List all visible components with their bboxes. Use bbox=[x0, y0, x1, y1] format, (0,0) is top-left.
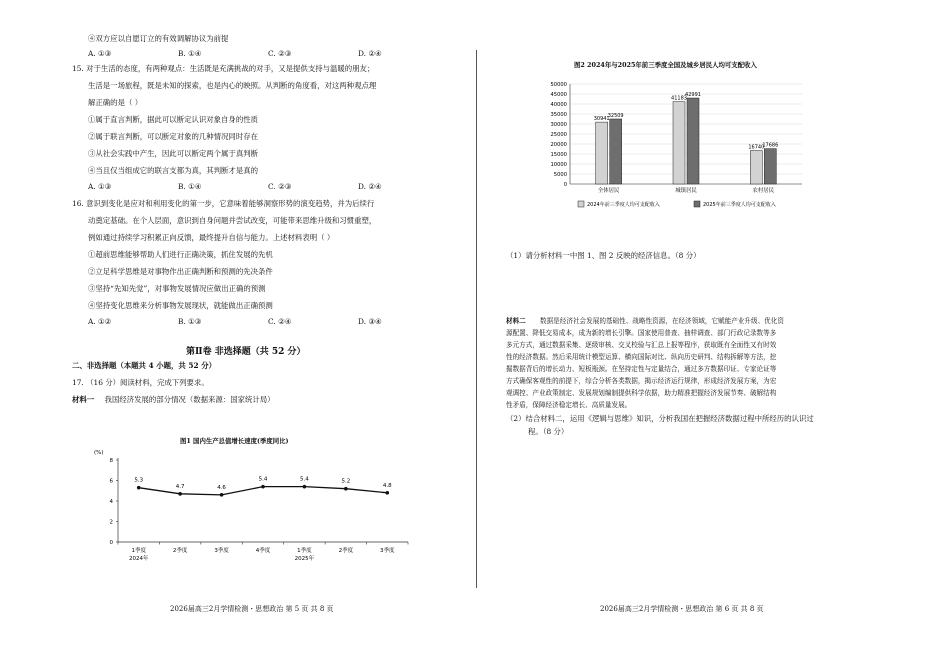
q15-option-3: ③从社会实践中产生，因此可以断定两个属于真判断 bbox=[88, 149, 258, 158]
fig1-year-label-1: 2025年 bbox=[294, 556, 315, 562]
q15-stem-1: 15. 对于生活的态度，有两种观点：生活既是充满挑战的对手，又是提供支持与温暖的朋友； bbox=[72, 64, 375, 73]
fig1-category-label-2: 3季度 bbox=[214, 548, 229, 554]
fig2-bar-label-s0-2: 16740 bbox=[748, 144, 765, 151]
choice-c: C. ②③ bbox=[268, 49, 292, 58]
material-2-line-6: 方式确保客观性的前提下，综合分析各类数据，揭示经济运行规律，形成经济发展方案，为宏 bbox=[506, 377, 777, 385]
material-2-line-2: 源配置、降低交易成本，成为新的增长引擎。国家使用普查、抽样调查、部门行政记录数等多 bbox=[506, 329, 777, 337]
fig2-bar-label-s1-2: 17686 bbox=[762, 142, 779, 149]
fig1-data-label-5: 5.2 bbox=[341, 478, 351, 485]
choice-c: C. ②③ bbox=[268, 182, 292, 191]
page-footer-right: 2026届高三2月学情检测・思想政治 第 6 页 共 8 页 bbox=[600, 605, 764, 613]
fig2-category-label-2: 农村居民 bbox=[752, 188, 775, 194]
choice-a: A. ①③ bbox=[88, 49, 112, 58]
fig2-bar-label-s1-0: 32509 bbox=[607, 112, 624, 119]
fig1-point-3 bbox=[261, 485, 265, 489]
fig2-y-tick-label-8: 40000 bbox=[550, 102, 567, 108]
q16-option-2: ②立足科学思维是对事物作出正确判断和预测的先决条件 bbox=[88, 267, 273, 276]
fig1-category-label-5: 2季度 bbox=[338, 548, 354, 554]
fig2-bar-s1-0 bbox=[610, 119, 622, 184]
fig1-point-0 bbox=[137, 486, 141, 490]
material-1 bbox=[72, 395, 275, 405]
choice-d: D. ②④ bbox=[358, 49, 382, 58]
fig1-data-label-1: 4.7 bbox=[175, 483, 185, 490]
q15-option-4: ④当且仅当组成它的联言支都为真，其判断才是真的 bbox=[88, 166, 258, 175]
q17-stem: 17. （16 分）阅读材料，完成下列要求。 bbox=[72, 378, 209, 387]
material-1-text: 我国经济发展的部分情况（数据来源：国家统计局） bbox=[104, 395, 275, 404]
fig2-bar-label-s0-0: 30941 bbox=[593, 116, 610, 123]
fig2-category-label-0: 全体居民 bbox=[597, 188, 620, 194]
fig2-bar-label-s0-1: 41183 bbox=[671, 95, 687, 102]
material-2-line-7: 观调控、产业政策制定、发展规划编制提供科学依据，助力精准把握经济发展节奏、破解结构 bbox=[506, 389, 777, 397]
fig2-y-tick-label-0: 0 bbox=[563, 182, 567, 188]
fig1-y-tick-label-2: 4 bbox=[109, 499, 113, 505]
fig1-data-label-0: 5.3 bbox=[134, 477, 144, 484]
material-2-line-5: 掘数据背后的增长动力、短板瓶颈。在坚持定性与定量结合，通过多方数据印证、专家论证等 bbox=[506, 365, 777, 373]
fig2-y-tick-label-2: 10000 bbox=[550, 162, 567, 168]
fig2-y-tick-label-5: 25000 bbox=[550, 132, 567, 138]
q15-choices bbox=[88, 182, 448, 192]
fig1-data-label-2: 4.6 bbox=[217, 484, 226, 491]
q16-stem-2: 动奠定基础。在个人层面，意识到自身问题并尝试改变，可能带来思维升级和习惯重塑， bbox=[88, 216, 377, 225]
q16-option-3: ③坚持“先知先觉”，对事物发展情况应做出正确的预测 bbox=[88, 284, 266, 293]
choice-b: B. ①③ bbox=[178, 317, 202, 326]
fig1-point-6 bbox=[385, 491, 389, 495]
fig1-category-label-6: 3季度 bbox=[380, 548, 395, 554]
fig2-bar-s1-2 bbox=[764, 149, 776, 184]
material-1-label: 材料一 bbox=[72, 395, 95, 404]
fig1-data-label-4: 5.4 bbox=[300, 476, 309, 483]
fig1-point-2 bbox=[220, 493, 224, 497]
fig1-y-tick-label-3: 6 bbox=[109, 478, 113, 485]
fig2-y-tick-label-7: 35000 bbox=[550, 112, 567, 118]
material-2-line-3: 多元方式，通过数据采集、逐级审核、交叉校验与汇总上报等程序，获取既有全面性又有时效 bbox=[506, 341, 777, 349]
choice-d: D. ③④ bbox=[358, 317, 382, 326]
fig1-y-unit: (%) bbox=[94, 450, 104, 456]
fig2-y-tick-label-3: 15000 bbox=[550, 152, 567, 158]
fig2-legend-label-0: 2024年前三季度人均可支配收入 bbox=[587, 202, 660, 208]
fig1-y-tick-label-4: 8 bbox=[109, 458, 113, 464]
fig2-legend-swatch-0 bbox=[578, 201, 584, 207]
fig1-category-label-3: 4季度 bbox=[255, 548, 271, 554]
choice-a: A. ①② bbox=[88, 317, 112, 326]
q15-stem-3: 解正确的是（ ） bbox=[88, 98, 143, 107]
page-divider bbox=[476, 50, 477, 588]
q15-option-1: ①属于直言判断，据此可以断定认识对象自身的性质 bbox=[88, 115, 258, 124]
choice-b: B. ①④ bbox=[178, 182, 202, 191]
fig2-bar-s0-1 bbox=[673, 102, 685, 184]
fig1-category-label-1: 2季度 bbox=[172, 548, 188, 554]
fig2-y-tick-label-10: 50000 bbox=[550, 82, 567, 88]
fig1-point-1 bbox=[178, 492, 182, 496]
fig1-data-label-3: 5.4 bbox=[258, 476, 268, 483]
fig1-year-label-0: 2024年 bbox=[128, 556, 149, 562]
question-1: （1）请分析材料一中图 1、图 2 反映的经济信息。（8 分） bbox=[506, 251, 701, 260]
material-2-line-1: 数据是经济社会发展的基础性、战略性资源，在经济领域，它赋能产业升级、优化资 bbox=[540, 317, 784, 325]
choice-b: B. ①④ bbox=[178, 49, 202, 58]
fig2-legend-label-1: 2025年前三季度人均可支配收入 bbox=[703, 202, 776, 208]
fig2-category-label-1: 城镇居民 bbox=[675, 188, 697, 194]
q16-choices bbox=[88, 317, 448, 327]
fig2-y-tick-label-4: 20000 bbox=[550, 142, 567, 148]
q16-option-1: ①超前思维能够帮助人们进行正确决策，抓住发展的先机 bbox=[88, 250, 273, 259]
fig1-data-label-6: 4.8 bbox=[382, 482, 392, 489]
section-2-heading: 二、非选择题（本题共 4 小题，共 52 分） bbox=[72, 361, 216, 370]
question-2-line-2: 程。（8 分） bbox=[528, 427, 569, 436]
q15-option-2: ②属于联言判断，可以断定对象的几种情况同时存在 bbox=[88, 132, 258, 141]
fig2-y-tick-label-9: 45000 bbox=[550, 92, 567, 98]
material-2-label: 材料二 bbox=[506, 317, 526, 325]
q14-option-4: ④双方应以自愿订立的有效调解协议为前提 bbox=[88, 34, 229, 43]
q16-stem-1: 16. 意识到变化是应对和利用变化的第一步，它意味着能够洞察形势的演变趋势，并为后续行 bbox=[72, 199, 375, 208]
q14-choices bbox=[88, 49, 448, 59]
q16-option-4: ④坚持变化思维来分析事物发展现状，就能做出正确预测 bbox=[88, 301, 273, 310]
choice-a: A. ①③ bbox=[88, 182, 112, 191]
fig1-category-label-4: 1季度 bbox=[297, 548, 312, 554]
fig2-bar-chart bbox=[540, 74, 810, 216]
fig2-bar-s1-1 bbox=[687, 98, 699, 184]
fig1-title: 图1 国内生产总值增长速度(季度同比) bbox=[180, 437, 289, 445]
fig1-point-5 bbox=[344, 487, 348, 491]
fig1-y-tick-label-1: 2 bbox=[109, 519, 113, 526]
material-2-line-8: 性矛盾，保障经济稳定增长、高质量发展。 bbox=[506, 401, 632, 409]
part-2-title: 第Ⅱ卷 非选择题（共 52 分） bbox=[186, 347, 306, 357]
fig2-y-tick-label-6: 30000 bbox=[550, 122, 567, 128]
fig2-legend-swatch-1 bbox=[694, 201, 700, 207]
fig1-line-chart bbox=[92, 446, 428, 576]
fig1-point-4 bbox=[303, 485, 307, 489]
fig2-bar-s0-0 bbox=[596, 122, 608, 184]
fig2-title: 图2 2024年与2025年前三季度全国及城乡居民人均可支配收入 bbox=[574, 61, 757, 69]
fig2-y-tick-label-1: 5000 bbox=[553, 172, 567, 178]
choice-d: D. ②④ bbox=[358, 182, 382, 191]
q16-stem-3: 例如通过持续学习积累正向反馈，最终提升自信与能力。上述材料表明（ ） bbox=[88, 233, 335, 242]
question-2-line-1: （2）结合材料二，运用《逻辑与思维》知识，分析我国在把握经济数据过程中所经历的认识过 bbox=[506, 414, 814, 423]
choice-c: C. ②④ bbox=[268, 317, 292, 326]
material-2-line-4: 性的经济数据。然后采用统计模型运算、横向国际对比、纵向历史研判、结构拆解等方法，挖 bbox=[506, 353, 777, 361]
page-footer-left: 2026届高三2月学情检测・思想政治 第 5 页 共 8 页 bbox=[170, 605, 334, 613]
fig2-bar-label-s1-1: 42991 bbox=[685, 92, 701, 99]
fig1-y-tick-label-0: 0 bbox=[109, 540, 113, 546]
fig1-category-label-0: 1季度 bbox=[131, 548, 146, 554]
right-page bbox=[480, 0, 950, 654]
q15-stem-2: 生活是一场旅程，既是未知的探索，也是内心的映照。从判断的角度看，对这两种观点理 bbox=[88, 81, 377, 90]
fig2-bar-s0-2 bbox=[750, 151, 762, 184]
